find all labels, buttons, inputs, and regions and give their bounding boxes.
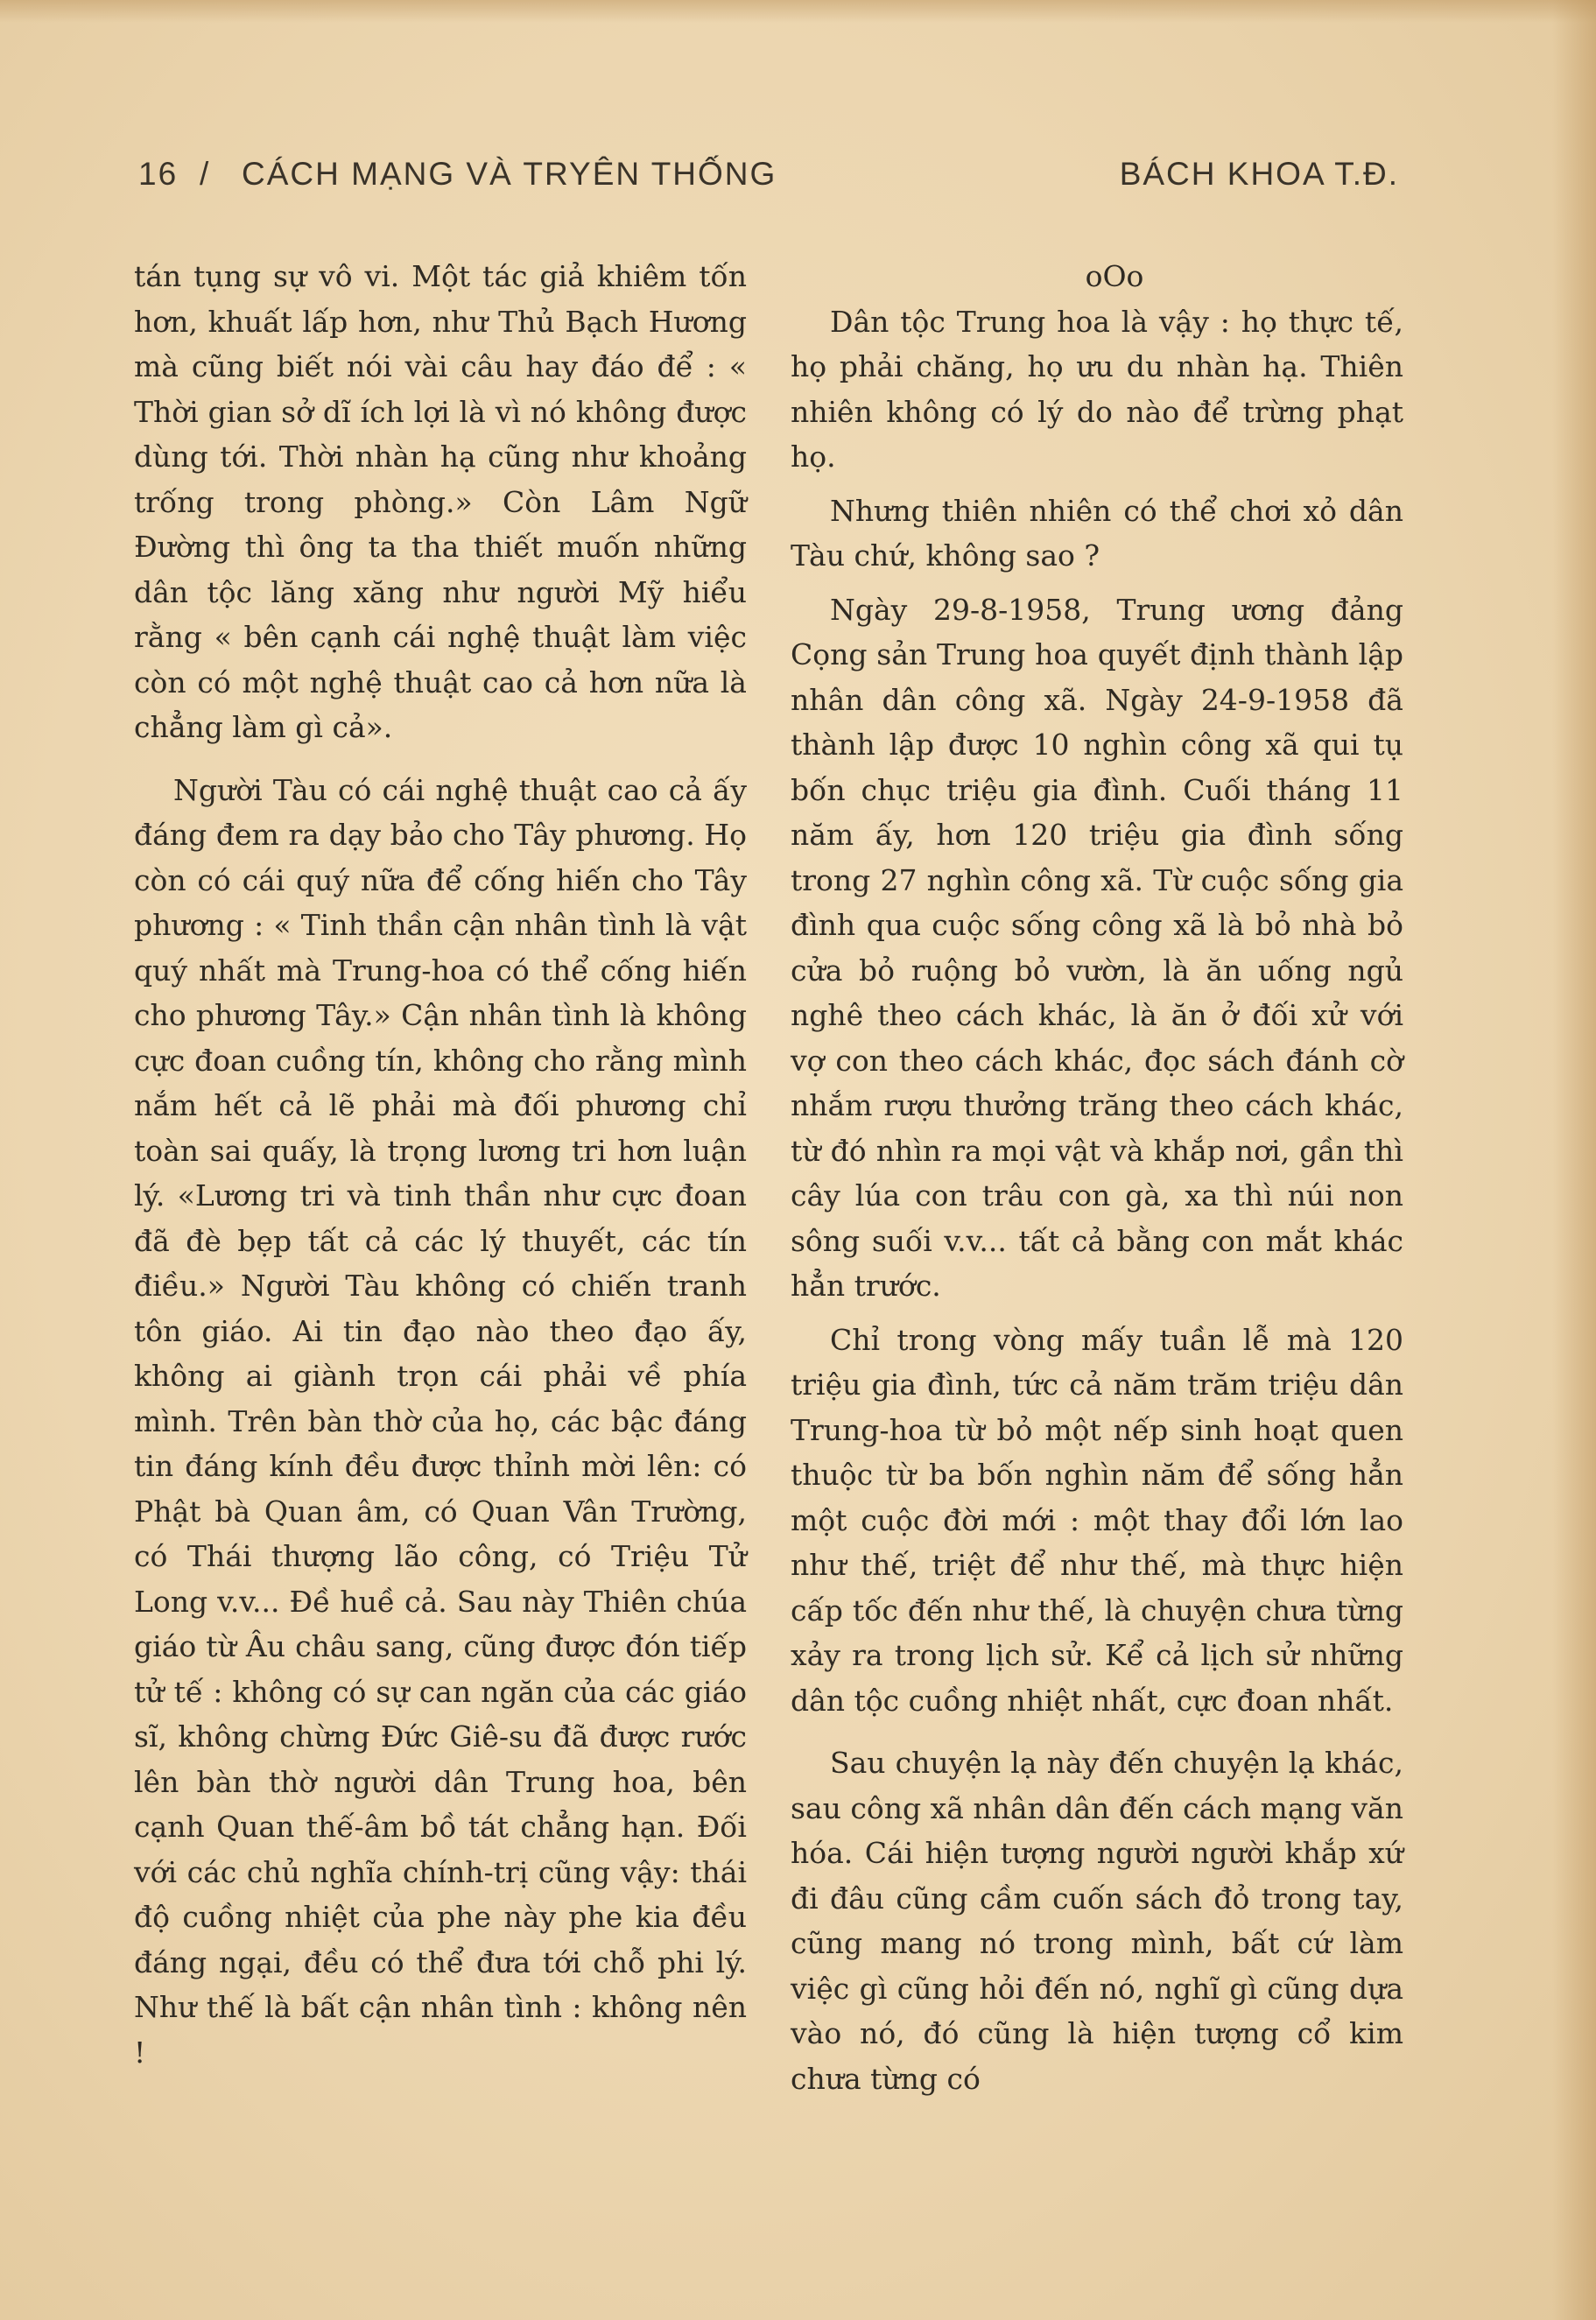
section-separator: oOo (1085, 259, 1144, 293)
section-title: CÁCH MẠNG VÀ TRYÊN THỐNG (242, 156, 777, 192)
page-number: 16 (138, 156, 179, 192)
page-edge-shadow (1552, 0, 1596, 2320)
paragraph: Dân tộc Trung hoa là vậy : họ thực tế, họ phải chăng, họ ưu du nhàn hạ. Thiên nhiên không có lý do nào để trừng phạt họ. (791, 304, 1403, 474)
paragraph: tán tụng sự vô vi. Một tác giả khiêm tốn hơn, khuất lấp hơn, như Thủ Bạch Hương mà cũng biết nói vài câu hay đáo để : « Thời gian sở dĩ ích lợi là vì nó không được dùng tới. Thời nhàn hạ cũng như khoảng trống trong phòng.» Còn Lâm Ngữ Đường thì ông ta tha thiết muốn những dân tộc lăng xăng như người Mỹ hiểu rằng « bên cạnh cái nghệ thuật làm việc còn có một nghệ thuật cao cả hơn nữa là chẳng làm gì cả». (134, 259, 747, 744)
paragraph: Chỉ trong vòng mấy tuần lễ mà 120 triệu gia đình, tức cả năm trăm triệu dân Trung-hoa từ bỏ một nếp sinh hoạt quen thuộc từ ba bốn nghìn năm để sống hẳn một cuộc đời mới : một thay đổi lớn lao như thế, triệt để như thế, mà thực hiện cấp tốc đến như thế, là chuyện chưa từng xảy ra trong lịch sử. Kể cả lịch sử những dân tộc cuồng nhiệt nhất, cực đoan nhất. (791, 1322, 1403, 1718)
paragraph: Nhưng thiên nhiên có thể chơi xỏ dân Tàu chứ, không sao ? (791, 493, 1403, 573)
page-top-shadow (0, 0, 1596, 23)
paragraph: Sau chuyện lạ này đến chuyện lạ khác, sau công xã nhân dân đến cách mạng văn hóa. Cái hiện tượng người người khắp xứ đi đâu cũng cầm cuốn sách đỏ trong tay, cũng mang nó trong mình, bất cứ làm việc gì cũng hỏi đến nó, nghĩ gì cũng dựa vào nó, đó cũng là hiện tượng cổ kim chưa từng có (791, 1746, 1403, 2096)
right-column (791, 254, 1403, 2101)
paragraph: Người Tàu có cái nghệ thuật cao cả ấy đáng đem ra dạy bảo cho Tây phương. Họ còn có cái quý nữa để cống hiến cho Tây phương : « Tinh thần cận nhân tình là vật quý nhất mà Trung-hoa có thể cống hiến cho phương Tây.» Cận nhân tình là không cực đoan cuồng tín, không cho rằng mình nắm hết cả lẽ phải mà đối phương chỉ toàn sai quấy, là trọng lương tri hơn luận lý. «Lương tri và tinh thần như cực đoan đã đè bẹp tất cả các lý thuyết, các tín điều.» Người Tàu không có chiến tranh tôn giáo. Ai tin đạo nào theo đạo ấy, không ai giành trọn cái phải về phía mình. Trên bàn thờ của họ, các bậc đáng tin đáng kính đều được thỉnh mời lên: có Phật bà Quan âm, có Quan Vân Trường, có Thái thượng lão công, có Triệu Tử Long v.v... Đề huề cả. Sau này Thiên chúa giáo từ Âu châu sang, cũng được đón tiếp tử tế : không có sự can ngăn của các giáo sĩ, không chừng Đức Giê-su đã được rước lên bàn thờ người dân Trung hoa, bên cạnh Quan thế-âm bồ tát chẳng hạn. Đối với các chủ nghĩa chính-trị cũng vậy: thái độ cuồng nhiệt của phe này phe kia đều đáng ngại, đều có thể đưa tới chỗ phi lý. Như thế là bất cận nhân tình : không nên ! (134, 772, 747, 2070)
header-separator: / (200, 156, 211, 192)
publication-name: BÁCH KHOA T.Đ. (1119, 156, 1399, 192)
running-header (138, 156, 1399, 208)
left-column (134, 254, 747, 2075)
paragraph: Ngày 29-8-1958, Trung ương đảng Cọng sản Trung hoa quyết định thành lập nhân dân công xã. Ngày 24-9-1958 đã thành lập được 10 nghìn công xã qui tụ bốn chục triệu gia đình. Cuối tháng 11 năm ấy, hơn 120 triệu gia đình sống trong 27 nghìn công xã. Từ cuộc sống gia đình qua cuộc sống công xã là bỏ nhà bỏ cửa bỏ ruộng bỏ vườn, là ăn uống ngủ nghê theo cách khác, là ăn ở đối xử với vợ con theo cách khác, đọc sách đánh cờ nhắm rượu thưởng trăng theo cách khác, từ đó nhìn ra mọi vật và khắp nơi, gần thì cây lúa con trâu con gà, xa thì núi non sông suối v.v... tất cả bằng con mắt khác hẳn trước. (791, 592, 1403, 1303)
